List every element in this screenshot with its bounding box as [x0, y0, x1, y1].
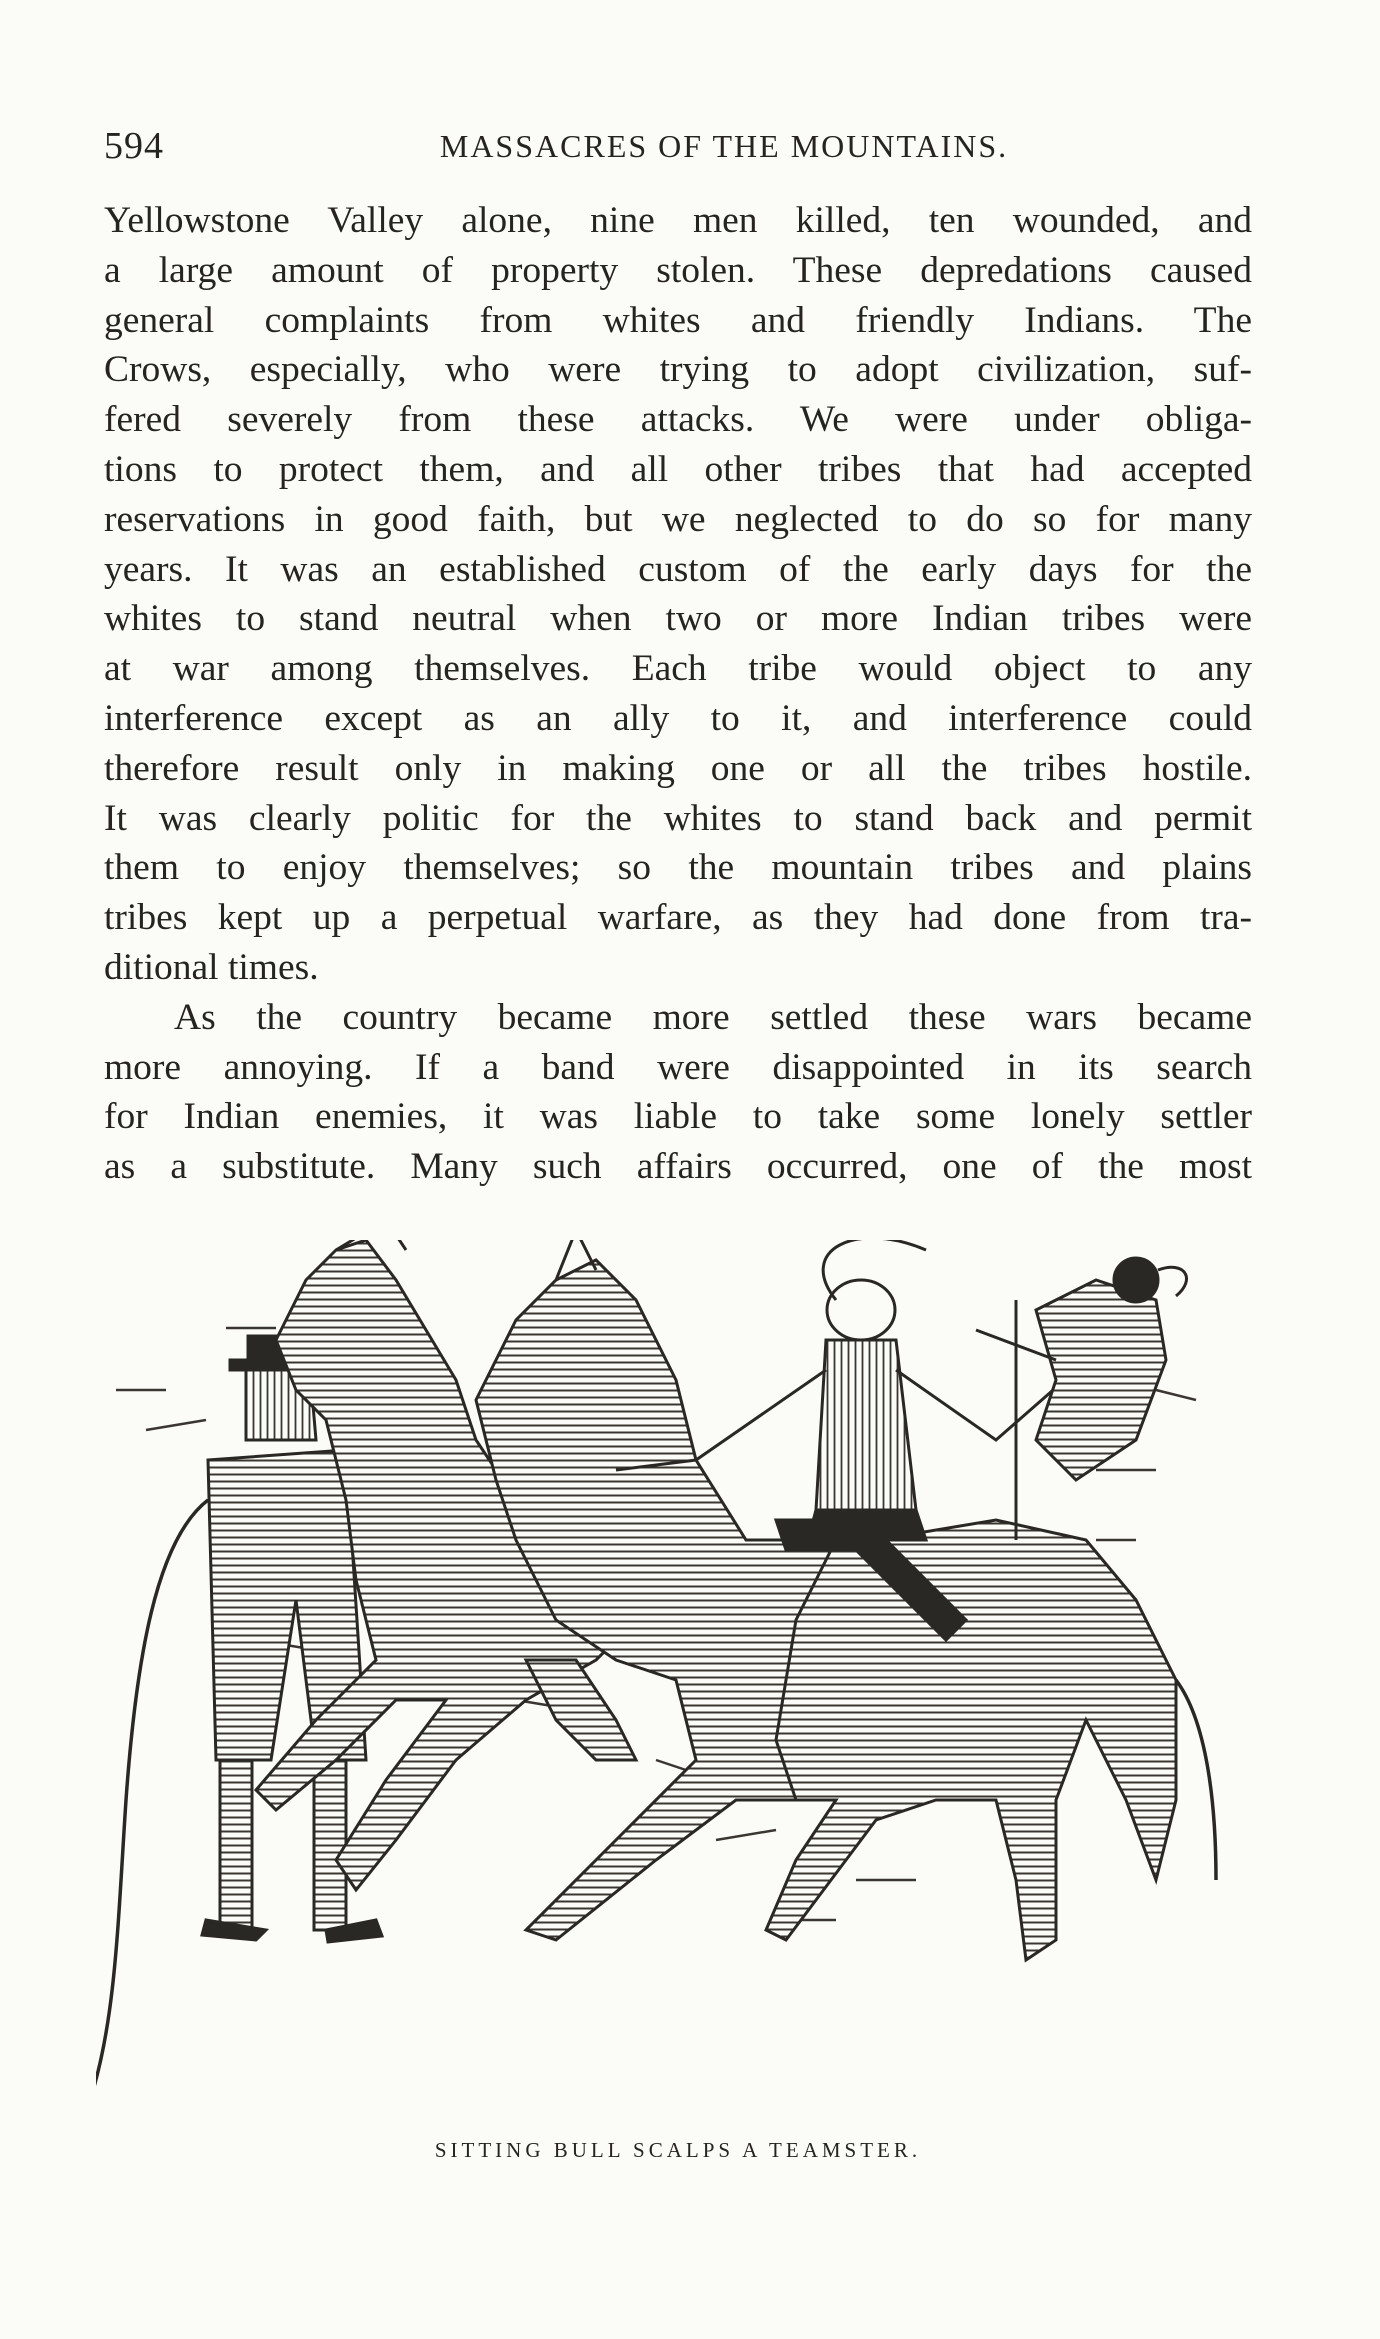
figure-caption: SITTING BULL SCALPS A TEAMSTER.: [434, 2138, 922, 2162]
text-line: tions to protect them, and all other tribes that had accepted: [104, 448, 1252, 490]
text-line: general complaints from whites and friendly Indians. The: [104, 299, 1252, 341]
text-line: at war among themselves. Each tribe would object to any: [104, 648, 1252, 690]
page-number: 594: [104, 125, 164, 167]
pictograph-illustration: [96, 1240, 1276, 2120]
text-line: reservations in good faith, but we neglected to do so for many: [104, 498, 1252, 540]
running-head: [104, 124, 1252, 172]
text-line: Yellowstone Valley alone, nine men killed, ten wounded, and: [104, 200, 1252, 241]
text-line: as a substitute. Many such affairs occurred, one of the most: [104, 1146, 1252, 1188]
text-line: therefore result only in making one or all the tribes hostile.: [104, 747, 1252, 789]
text-line: years. It was an established custom of the early days for the: [104, 548, 1252, 590]
paragraph-2: [104, 993, 1252, 1192]
text-line: fered severely from these attacks. We were under obliga-: [104, 399, 1252, 441]
text-line: tribes kept up a perpetual warfare, as they had done from tra-: [104, 897, 1252, 939]
text-line: Crows, especially, who were trying to adopt civilization, suf-: [104, 349, 1252, 391]
paragraph-1: [104, 196, 1252, 993]
body-text: [104, 196, 1252, 1192]
text-line: for Indian enemies, it was liable to take some lonely settler: [104, 1096, 1252, 1138]
text-line: interference except as an ally to it, and interference could: [104, 697, 1252, 739]
fleeing-figure: [976, 1258, 1186, 1540]
text-line: whites to stand neutral when two or more Indian tribes were: [104, 598, 1252, 640]
text-line: a large amount of property stolen. These depredations caused: [104, 249, 1252, 291]
text-line: ditional times.: [104, 946, 319, 988]
text-line: It was clearly politic for the whites to stand back and permit: [104, 797, 1252, 839]
running-title: MASSACRES OF THE MOUNTAINS.: [439, 128, 1009, 164]
text-line: As the country became more settled these wars became: [174, 996, 1252, 1038]
text-line: more annoying. If a band were disappointed in its search: [104, 1046, 1252, 1088]
text-line: them to enjoy themselves; so the mountain tribes and plains: [104, 847, 1252, 889]
